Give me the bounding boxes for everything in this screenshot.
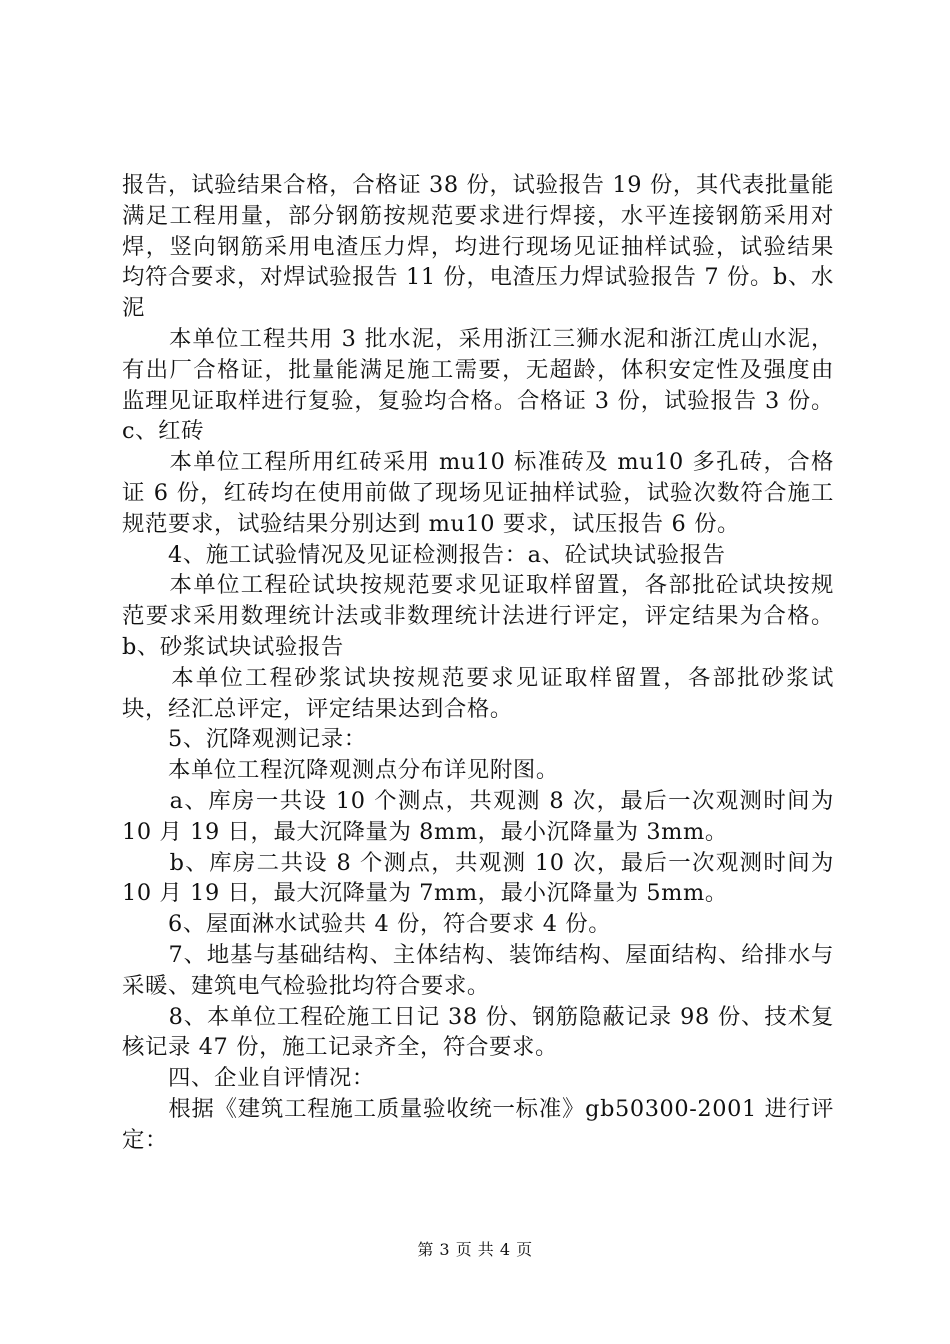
paragraph-inspection-lots: 7、地基与基础结构、主体结构、装饰结构、屋面结构、给排水与采暖、建筑电气检验批均符合要求。 [122,941,834,999]
paragraph-construction-records: 8、本单位工程砼施工日记 38 份、钢筋隐蔽记录 98 份、技术复核记录 47 份，施工记录齐全，符合要求。 [122,1003,834,1061]
paragraph-red-brick: 本单位工程所用红砖采用 mu10 标准砖及 mu10 多孔砖，合格证 6 份，红砖均在使用前做了现场见证抽样试验，试验次数符合施工规范要求，试验结果分别达到 mu10 要求，试压报告 6 份。 [122,449,834,537]
paragraph-cement: 本单位工程共用 3 批水泥，采用浙江三狮水泥和浙江虎山水泥，有出厂合格证，批量能满足施工需要，无超龄，体积安定性及强度由监理见证取样进行复验，复验均合格。合格证 3 份，试验报告 3 份。c、红砖 [122,325,834,445]
paragraph-roof-water-test: 6、屋面淋水试验共 4 份，符合要求 4 份。 [122,911,612,938]
paragraph-warehouse-two: b、库房二共设 8 个测点，共观测 10 次，最后一次观测时间为 10 月 19 日，最大沉降量为 7mm，最小沉降量为 5mm。 [122,849,842,907]
paragraph-self-assessment-heading: 四、企业自评情况： [122,1065,375,1092]
paragraph-construction-tests-heading: 4、施工试验情况及见证检测报告：a、砼试块试验报告 [122,541,726,568]
paragraph-steel-report: 报告，试验结果合格，合格证 38 份，试验报告 19 份，其代表批量能满足工程用量，部分钢筋按规范要求进行焊接，水平连接钢筋采用对焊，竖向钢筋采用电渣压力焊，均进行现场见证抽样试验，试验结果均符合要求，对焊试验报告 11 份，电渣压力焊试验报告 7 份。b、水泥 [122,172,834,322]
paragraph-concrete-test-blocks: 本单位工程砼试块按规范要求见证取样留置，各部批砼试块按规范要求采用数理统计法或非数理统计法进行评定，评定结果为合格。b、砂浆试块试验报告 [122,572,834,660]
paragraph-settlement-points: 本单位工程沉降观测点分布详见附图。 [122,757,559,784]
paragraph-standard-basis: 根据《建筑工程施工质量验收统一标准》gb50300-2001 进行评定： [122,1095,834,1153]
page-footer: 第 3 页 共 4 页 [417,1240,533,1259]
document-body [122,170,842,1156]
paragraph-mortar-test-blocks: 本单位工程砂浆试块按规范要求见证取样留置，各部批砂浆试块，经汇总评定，评定结果达到合格。 [122,664,834,722]
paragraph-settlement-heading: 5、沉降观测记录： [122,726,367,753]
paragraph-warehouse-one: a、库房一共设 10 个测点，共观测 8 次，最后一次观测时间为 10 月 19 日，最大沉降量为 8mm，最小沉降量为 3mm。 [122,787,842,845]
